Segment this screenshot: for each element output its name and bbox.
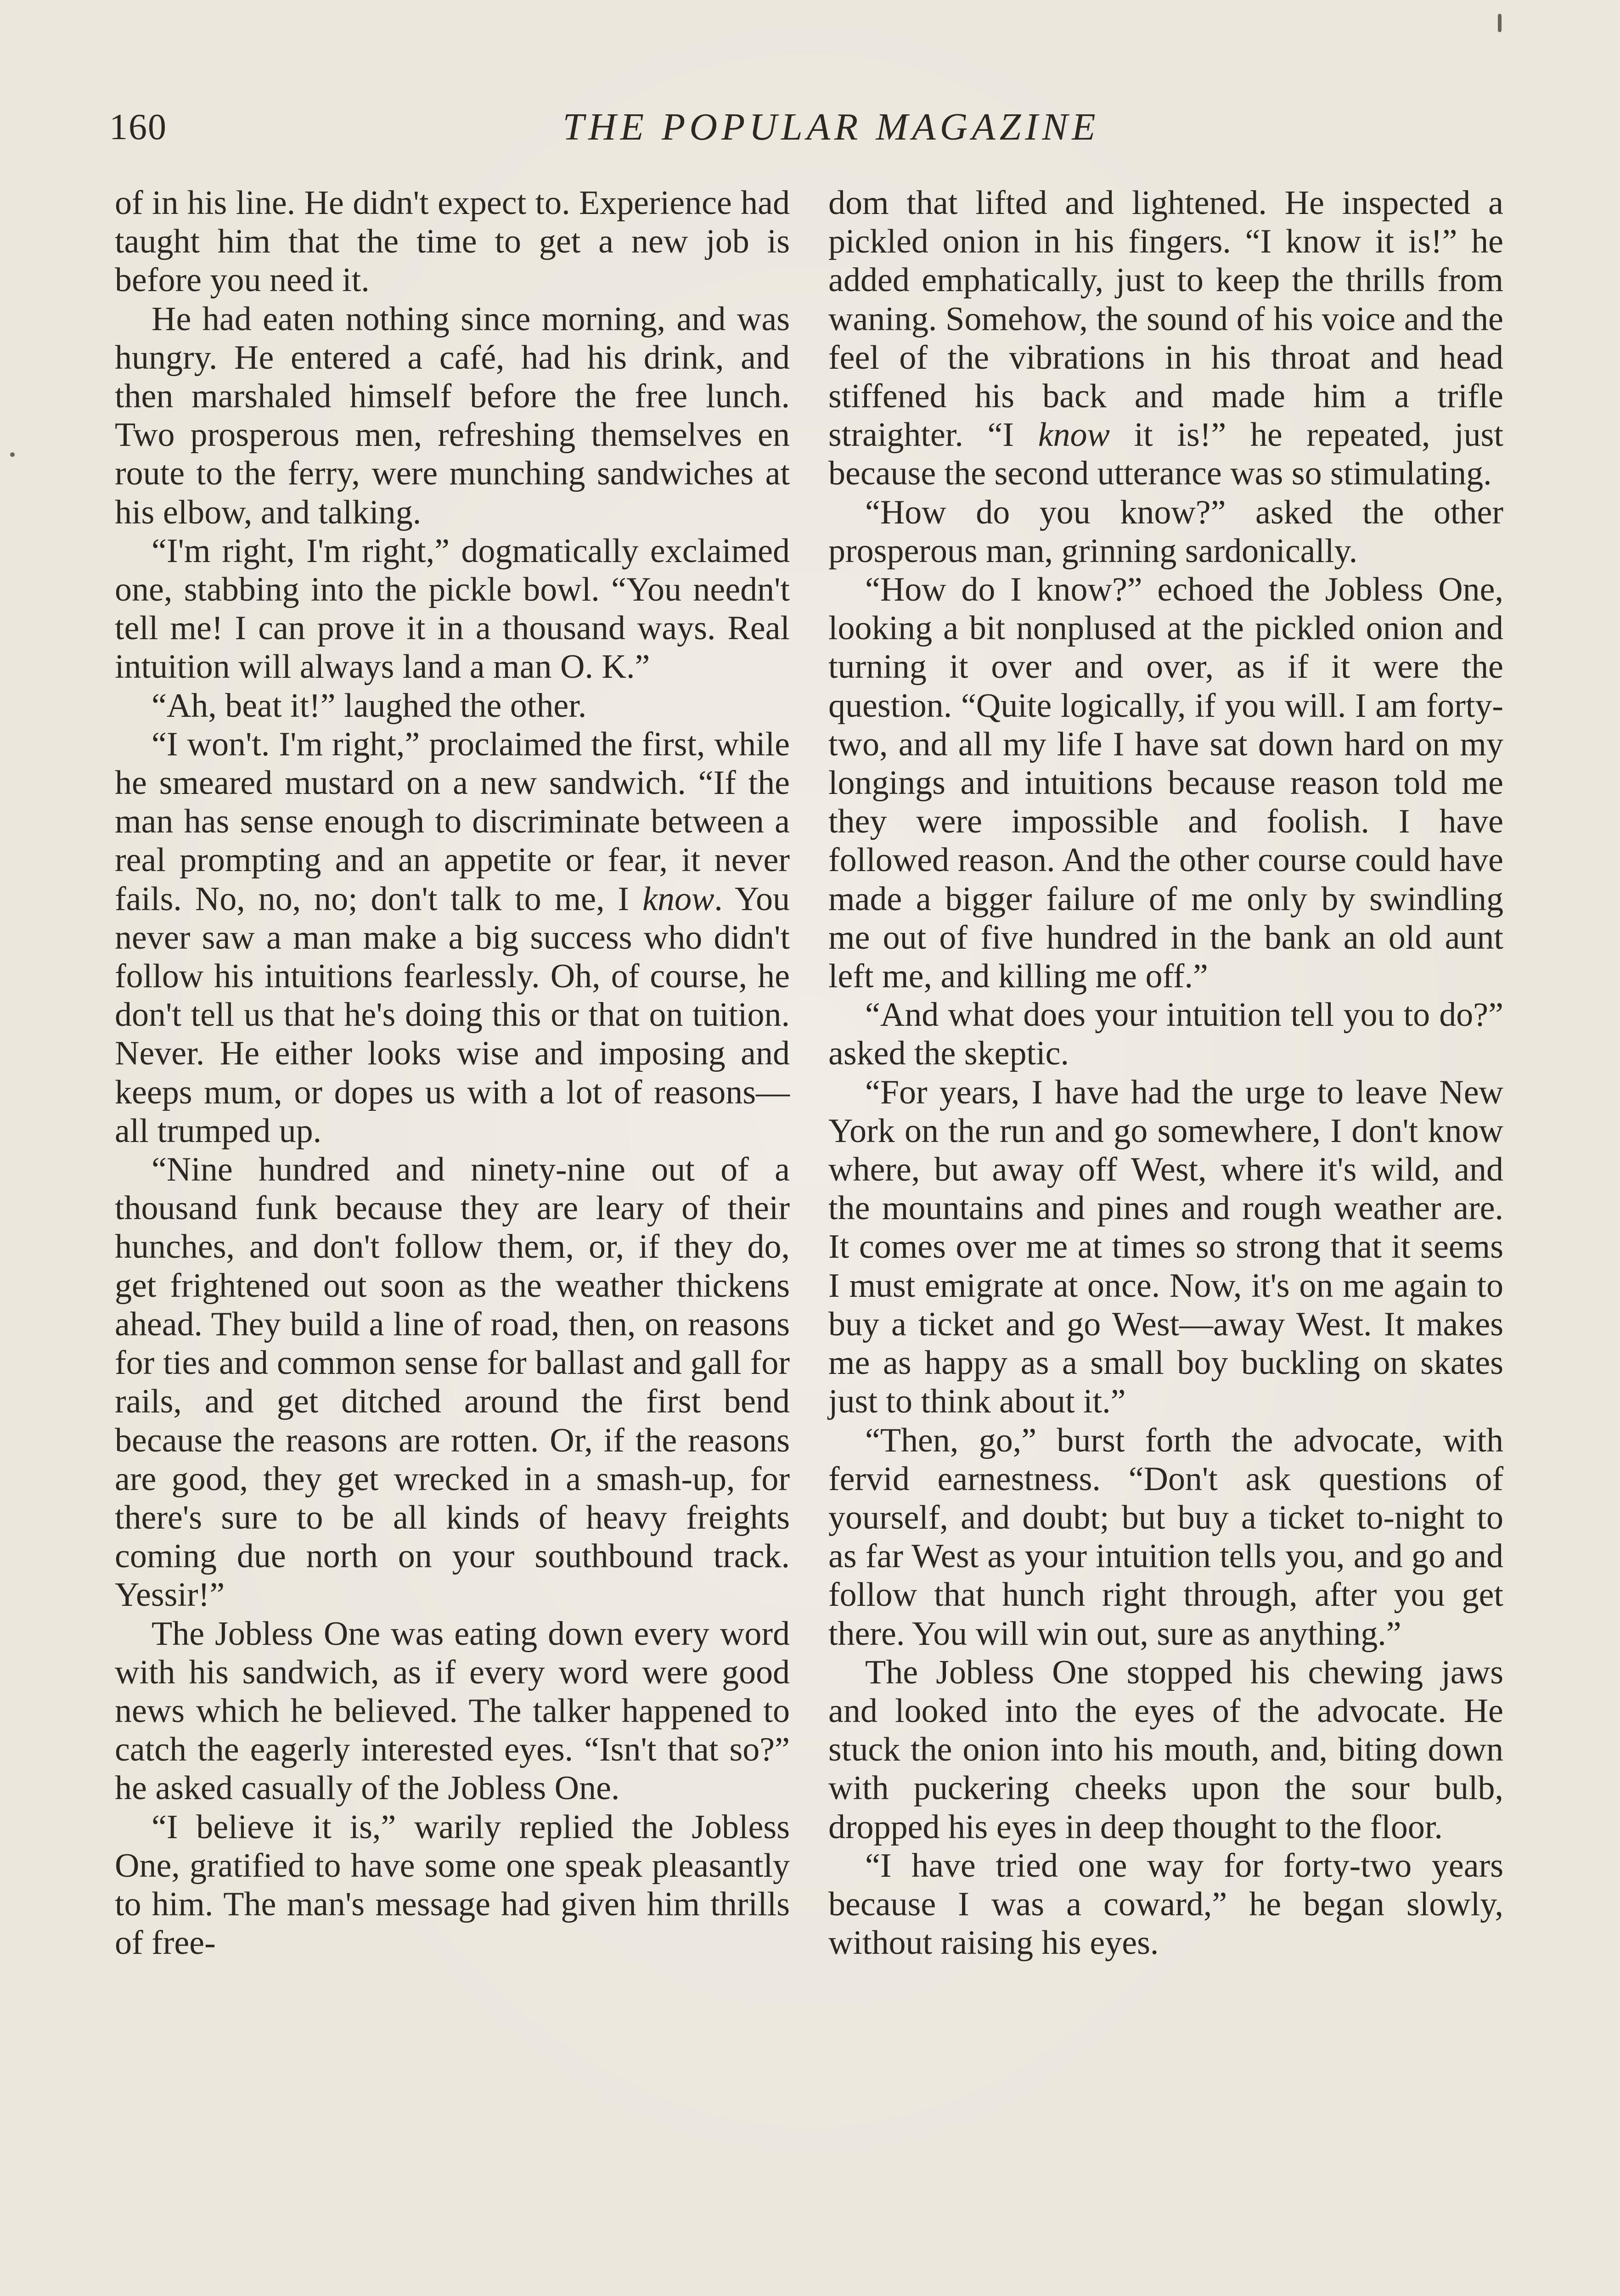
- paragraph: of in his line. He didn't expect to. Experience had taught him that the time to get a new job is before you need it.: [115, 184, 790, 299]
- paragraph: “Then, go,” burst forth the advocate, with fervid earnestness. “Don't ask questions of yourself, and doubt; but buy a ticket to-night to as far West as your intuition tells you, and go and follow that hunch right through, after you get there. You will win out, sure as anything.”: [828, 1421, 1503, 1653]
- paragraph: “I believe it is,” warily replied the Jobless One, gratified to have some one speak pleasantly to him. The man's message had given him thrills of free-: [115, 1808, 790, 1962]
- paragraph: [115, 725, 790, 1150]
- paragraph: “Ah, beat it!” laughed the other.: [152, 687, 587, 725]
- paragraph: The Jobless One stopped his chewing jaws and looked into the eyes of the advocate. He stuck the onion into his mouth, and, biting down with puckering cheeks upon the sour bulb, dropped his eyes in deep thought to the floor.: [828, 1653, 1503, 1846]
- paragraph-text: “I won't. I'm right,” proclaimed the first, while he smeared mustard on a new sandwich. “If the man has sense enough to discriminate between a real prompting and an appetite or fear, it never fails. No, no, no; don't talk to me, I: [115, 725, 790, 918]
- paragraph: “For years, I have had the urge to leave New York on the run and go somewhere, I don't know where, but away off West, where it's wild, and the mountains and pines and rough weather are. It comes over me at times so strong that it seems I must emigrate at once. Now, it's on me again to buy a ticket and go West—away West. It makes me as happy as a small boy buckling on skates just to think about it.”: [828, 1073, 1503, 1421]
- paragraph: “I'm right, I'm right,” dogmatically exclaimed one, stabbing into the pickle bowl. “You needn't tell me! I can prove it in a thousand ways. Real intuition will always land a man O. K.”: [115, 532, 790, 686]
- left-column: [115, 184, 790, 1962]
- page-number: 160: [109, 107, 167, 147]
- emphasis-text: know: [1038, 416, 1110, 454]
- paragraph-text: dom that lifted and lightened. He inspected a pickled onion in his fingers. “I know it is!” he added emphatically, just to keep the thrills from waning. Somehow, the sound of his voice and the feel of the vibrations in his throat and head stiffened his back and made him a trifle straighter. “I: [828, 184, 1503, 454]
- paragraph: [828, 184, 1503, 493]
- paragraph: “And what does your intuition tell you to do?” asked the skeptic.: [828, 996, 1503, 1073]
- page-header: [0, 102, 1620, 152]
- paragraph-text: it is!” he repeated, just because the second utterance was so stimulating.: [828, 416, 1504, 493]
- paper-speck: [10, 452, 15, 457]
- paragraph: “Nine hundred and ninety-nine out of a thousand funk because they are leary of their hunches, and don't follow them, or, if they do, get frightened out soon as the weather thickens ahead. They build a line of road, then, on reasons for ties and common sense for ballast and gall for rails, and get ditched around the first bend because the reasons are rotten. Or, if the reasons are good, they get wrecked in a smash-up, for there's sure to be all kinds of heavy freights coming due north on your southbound track. Yessir!”: [115, 1151, 790, 1614]
- running-title: THE POPULAR MAGAZINE: [562, 106, 1100, 148]
- emphasis-text: know: [642, 880, 714, 918]
- right-column: [828, 184, 1503, 1962]
- paragraph: “How do you know?” asked the other prosperous man, grinning sardonically.: [828, 493, 1503, 570]
- paragraph: “How do I know?” echoed the Jobless One, looking a bit nonplused at the pickled onion and turning it over and over, as if it were the question. “Quite logically, if you will. I am forty-two, and all my life I have sat down hard on my longings and intuitions because reason told me they were impossible and foolish. I have followed reason. And the other course could have made a bigger failure of me only by swindling me out of five hundred in the bank an old aunt left me, and killing me off.”: [828, 571, 1503, 996]
- paragraph: “I have tried one way for forty-two years because I was a coward,” he began slowly, without raising his eyes.: [828, 1846, 1503, 1962]
- paragraph-text: . You never saw a man make a big success who didn't follow his intuitions fearlessly. Oh, of course, he don't tell us that he's doing this or that on tuition. Never. He either looks wise and imposing and keeps mum, or dopes us with a lot of reasons—all trumped up.: [115, 880, 790, 1150]
- paragraph: The Jobless One was eating down every word with his sandwich, as if every word were good news which he believed. The talker happened to catch the eagerly interested eyes. “Isn't that so?” he asked casually of the Jobless One.: [115, 1615, 790, 1807]
- paper-speck: [1498, 14, 1502, 32]
- paragraph: He had eaten nothing since morning, and was hungry. He entered a café, had his drink, and then marshaled himself before the free lunch. Two prosperous men, refreshing themselves en route to the ferry, were munching sandwiches at his elbow, and talking.: [115, 300, 790, 531]
